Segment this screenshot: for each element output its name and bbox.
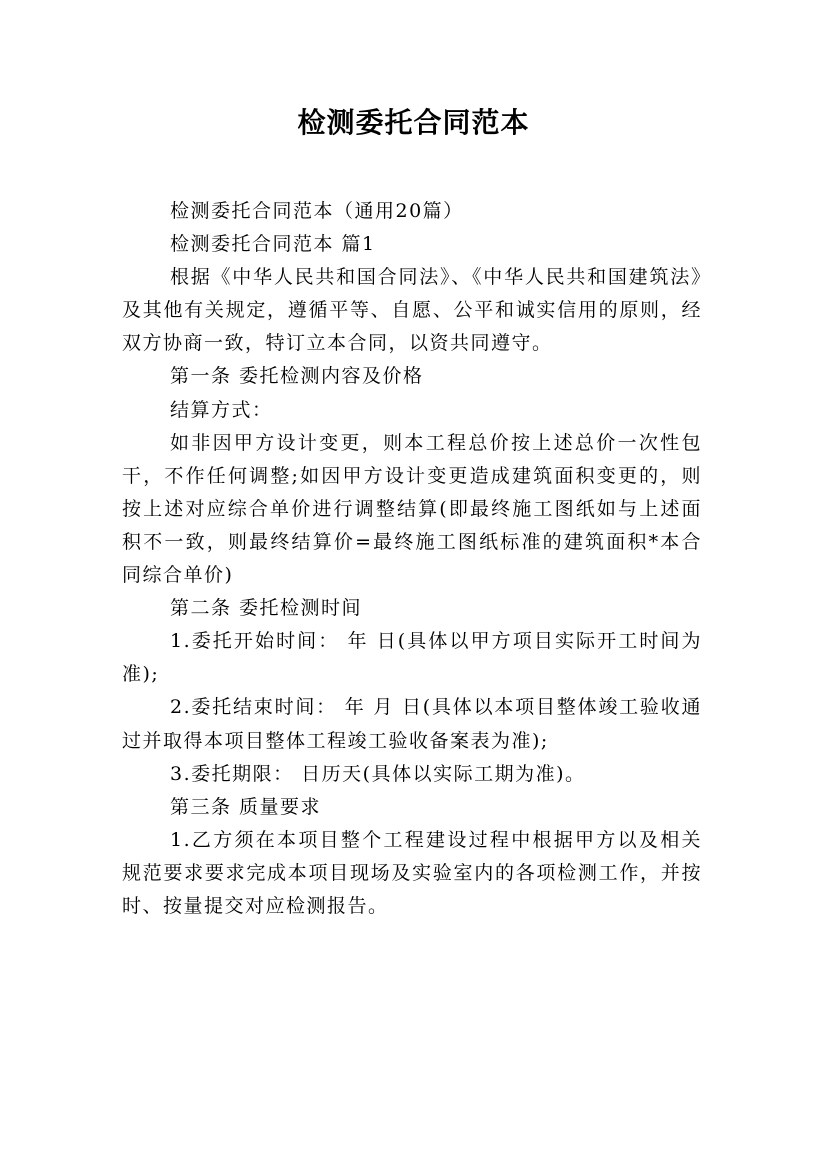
section-heading: 检测委托合同范本 篇1 — [170, 233, 376, 256]
article-heading: 第一条 委托检测内容及价格 — [170, 365, 424, 388]
document-title: 检测委托合同范本 — [297, 106, 530, 139]
document-body — [122, 195, 702, 923]
list-item: 3.委托期限： 日历天(具体以实际工期为准)。 — [170, 762, 586, 785]
list-item: 2.委托结束时间： 年 月 日(具体以本项目整体竣工验收通过并取得本项目整体工程竣工验收备案表为准); — [122, 696, 702, 752]
body-paragraph: 结算方式： — [170, 398, 273, 421]
article-heading: 第二条 委托检测时间 — [170, 597, 363, 620]
list-item: 1.委托开始时间： 年 日(具体以甲方项目实际开工时间为准); — [122, 630, 702, 686]
list-item: 1.乙方须在本项目整个工程建设过程中根据甲方以及相关规范要求要求完成本项目现场及实验室内的各项检测工作，并按时、按量提交对应检测报告。 — [122, 828, 702, 917]
body-paragraph: 根据《中华人民共和国合同法》、《中华人民共和国建筑法》及其他有关规定，遵循平等、自愿、公平和诚实信用的原则，经双方协商一致，特订立本合同，以资共同遵守。 — [122, 266, 702, 355]
article-heading: 第三条 质量要求 — [170, 795, 322, 818]
document-subtitle: 检测委托合同范本（通用20篇） — [170, 200, 464, 222]
body-paragraph: 如非因甲方设计变更，则本工程总价按上述总价一次性包干，不作任何调整;如因甲方设计变更造成建筑面积变更的，则按上述对应综合单价进行调整结算(即最终施工图纸如与上述面积不一致，则最终结算价=最终施工图纸标准的建筑面积*本合同综合单价) — [122, 431, 702, 587]
